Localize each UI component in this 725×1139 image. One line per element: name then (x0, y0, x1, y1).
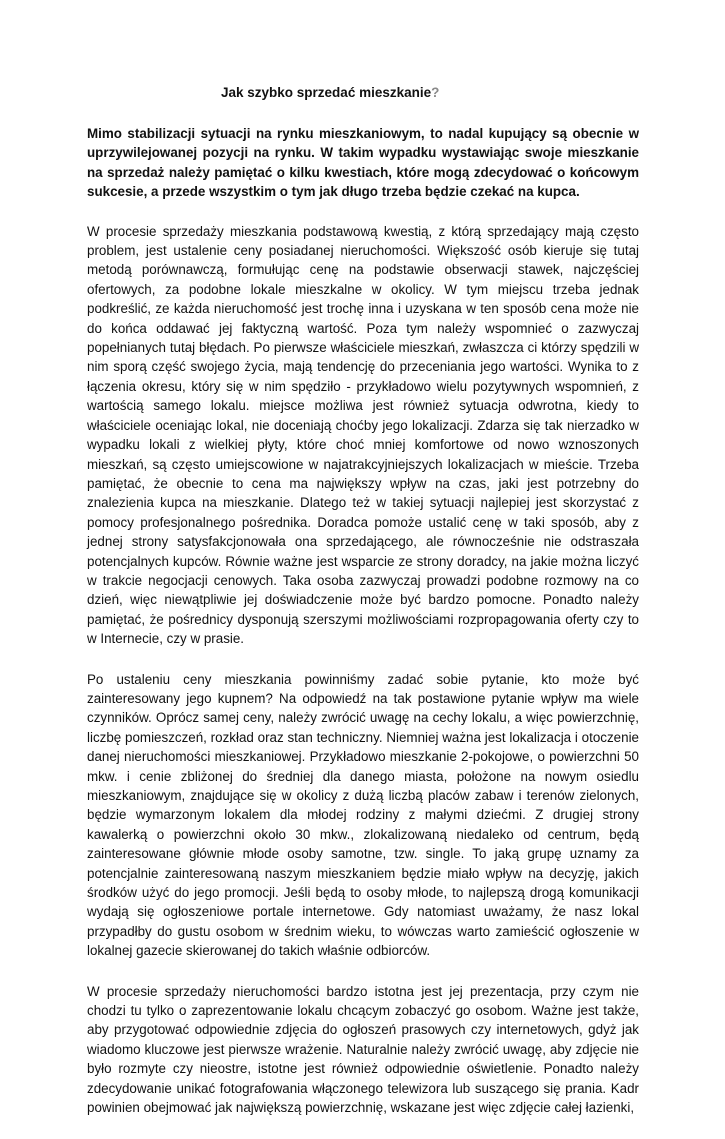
body-paragraph-3: W procesie sprzedaży nieruchomości bardzo istotna jest jej prezentacja, przy czym nie chodzi tu tylko o zaprezentowanie lokalu chcącym zobaczyć go osobom. Ważne jest także, aby przygotować odpowiednie zdjęcia do ogłoszeń prasowych czy internetowych, gdyż jak wiadomo kluczowe jest pierwsze wrażenie. Naturalnie należy zwrócić uwagę, aby zdjęcie nie było rozmyte czy nieostre, istotne jest również odpowiednie oświetlenie. Ponadto należy zdecydowanie unikać fotografowania włączonego telewizora lub suszącego się prania. Kadr powinien obejmować jak największą powierzchnię, wskazane jest więc zdjęcie całej łazienki, (87, 983, 639, 1116)
lead-paragraph: Mimo stabilizacji sytuacji na rynku mieszkaniowym, to nadal kupujący są obecnie w uprzywilejowanej pozycji na rynku. W takim wypadku wystawiając swoje mieszkanie na sprzedaż należy pamiętać o kilku kwestiach, które mogą zdecydować o końcowym sukcesie, a przede wszystkim o tym jak długo trzeba będzie czekać na kupca. (87, 126, 639, 200)
document-body (87, 124, 639, 1139)
document-title (221, 85, 439, 100)
body-paragraph-1: W procesie sprzedaży mieszkania podstawową kwestią, z którą sprzedający mają często problem, jest ustalenie ceny posiadanej nieruchomości. Większość osób kieruje się tutaj metodą porównawczą, formułując cenę na podstawie obserwacji stawek, najczęściej ofertowych, za podobne lokale mieszkalne w okolicy. W tym miejscu trzeba jednak podkreślić, ze każda nieruchomość jest trochę inna i uzyskana w ten sposób cena może nie do końca oddawać jej faktyczną wartość. Poza tym należy wspomnieć o zazwyczaj popełnianych tutaj błędach. Po pierwsze właściciele mieszkań, zwłaszcza ci którzy spędzili w nim sporą część swojego życia, mają tendencję do przeceniania jego wartości. Wynika to z łączenia okresu, który się w nim spędziło - przykładowo wielu pozytywnych wspomnień, z wartością samego lokalu. miejsce możliwa jest również sytuacja odwrotna, kiedy to właściciele oceniając lokal, nie doceniają choćby jego lokalizacji. Zdarza się tak nierzadko w wypadku lokali z wielkiej płyty, które choć mniej komfortowe od nowo wznoszonych mieszkań, są często umiejscowione w najatrakcyjniejszych lokalizacjach w mieście. Trzeba pamiętać, że obecnie to cena ma największy wpływ na czas, jaki jest potrzebny do znalezienia kupca na mieszkanie. Dlatego też w takiej sytuacji najlepiej jest skorzystać z pomocy profesjonalnego pośrednika. Doradca pomoże ustalić cenę w taki sposób, aby z jednej strony satysfakcjonowała ona sprzedającego, ale równocześnie nie odstraszała potencjalnych kupców. Równie ważne jest wsparcie ze strony doradcy, na jakie można liczyć w trakcie negocjacji cenowych. Taka osoba zazwyczaj prowadzi podobne rozmowy na co dzień, więc niewątpliwie jej doświadczenie może być bardzo pomocne. Ponadto należy pamiętać, że pośrednicy dysponują szerszymi możliwościami rozpropagowania oferty czy to w Internecie, czy w prasie. (87, 223, 639, 647)
body-paragraph-2: Po ustaleniu ceny mieszkania powinniśmy zadać sobie pytanie, kto może być zainteresowany jego kupnem? Na odpowiedź na tak postawione pytanie wpływ ma wiele czynników. Oprócz samej ceny, należy zwrócić uwagę na cechy lokalu, a więc powierzchnię, liczbę pomieszczeń, rozkład oraz stan techniczny. Niemniej ważna jest lokalizacja i otoczenie danej nieruchomości mieszkaniowej. Przykładowo mieszkanie 2-pokojowe, o powierzchni 50 mkw. i cenie zbliżonej do średniej dla danego miasta, położone na nowym osiedlu mieszkaniowym, znajdujące się w okolicy z dużą liczbą placów zabaw i terenów zielonych, będzie wymarzonym lokalem dla młodej rodziny z małymi dziećmi. Z drugiej strony kawalerką o powierzchni około 30 mkw., zlokalizowaną niedaleko od centrum, będą zainteresowane głównie młode osoby samotne, tzw. single. To jaką grupę uznamy za potencjalnie zainteresowaną naszym mieszkaniem będzie miało wpływ na decyzję, jakich środków użyć do jego promocji. Jeśli będą to osoby młode, to najlepszą drogą komunikacji wydają się ogłoszeniowe portale internetowe. Gdy natomiast uważamy, że nasz lokal przypadłby do gustu osobom w średnim wieku, to wówczas warto zamieścić ogłoszenie w lokalnej gazecie skierowanej do takich właśnie odbiorców. (87, 671, 639, 959)
title-text: Jak szybko sprzedać mieszkanie (221, 85, 432, 100)
title-question-mark: ? (431, 85, 440, 100)
